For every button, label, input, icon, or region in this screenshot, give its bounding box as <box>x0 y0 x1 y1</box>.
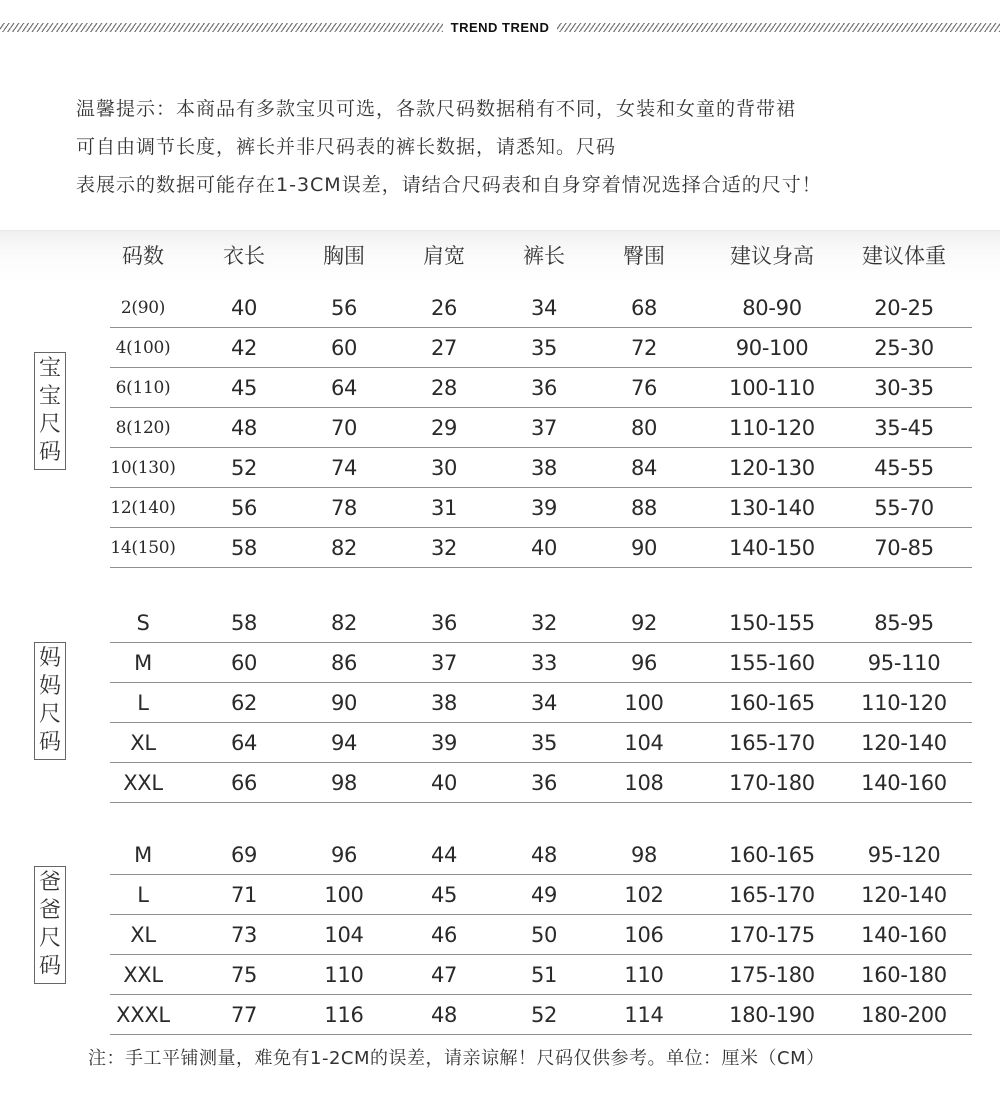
table-cell: 104 <box>324 923 364 947</box>
table-cell: 84 <box>630 456 658 480</box>
size-cell: 12(140) <box>110 498 176 518</box>
table-cell: 96 <box>630 651 658 675</box>
table-cell: 95-120 <box>867 843 941 867</box>
size-cell: 6(110) <box>115 378 171 398</box>
notice-line: 可自由调节长度，裤长并非尺码表的裤长数据，请悉知。尺码 <box>76 136 617 158</box>
table-cell: 73 <box>230 923 258 947</box>
size-group-label-char: 尺 <box>38 412 61 437</box>
table-cell: 35 <box>530 336 558 360</box>
column-header: 裤长 <box>523 244 565 268</box>
table-cell: 39 <box>530 496 558 520</box>
size-group-label-char: 码 <box>38 954 61 979</box>
table-cell: 26 <box>430 296 458 320</box>
table-cell: 155-160 <box>729 651 815 675</box>
table-cell: 27 <box>430 336 458 360</box>
table-row <box>110 763 972 803</box>
table-cell: 165-170 <box>729 883 815 907</box>
table-cell: 82 <box>330 536 358 560</box>
table-cell: 48 <box>230 416 258 440</box>
size-group-label-char: 码 <box>38 730 61 755</box>
size-group-label <box>34 642 66 760</box>
table-row <box>110 328 972 368</box>
size-group-label-char: 宝 <box>38 356 61 381</box>
table-cell: 38 <box>530 456 558 480</box>
table-cell: 88 <box>630 496 658 520</box>
table-cell: 52 <box>230 456 258 480</box>
table-cell: 32 <box>430 536 458 560</box>
column-header: 臀围 <box>623 244 665 268</box>
size-cell: 10(130) <box>110 458 176 478</box>
table-cell: 60 <box>230 651 258 675</box>
size-group-label <box>34 352 66 470</box>
table-cell: 102 <box>624 883 664 907</box>
table-cell: 30 <box>430 456 458 480</box>
table-cell: 110-120 <box>861 691 947 715</box>
table-cell: 64 <box>330 376 358 400</box>
table-row <box>110 875 972 915</box>
table-cell: 116 <box>324 1003 364 1027</box>
table-cell: 175-180 <box>729 963 815 987</box>
table-cell: 30-35 <box>874 376 934 400</box>
table-cell: 150-155 <box>729 611 815 635</box>
table-cell: 114 <box>624 1003 664 1027</box>
table-cell: 106 <box>624 923 664 947</box>
table-cell: 120-130 <box>729 456 815 480</box>
table-cell: 32 <box>530 611 558 635</box>
banner-title: TREND TREND <box>450 19 550 35</box>
table-cell: 58 <box>230 611 258 635</box>
table-cell: 104 <box>624 731 664 755</box>
table-cell: 180-190 <box>729 1003 815 1027</box>
table-cell: 180-200 <box>861 1003 947 1027</box>
banner-hatch-right <box>557 23 1000 32</box>
table-cell: 70 <box>330 416 358 440</box>
column-header: 建议体重 <box>862 244 946 268</box>
table-cell: 71 <box>230 883 258 907</box>
table-row <box>110 915 972 955</box>
table-row <box>110 528 972 568</box>
size-cell: XXL <box>123 771 163 795</box>
table-cell: 40 <box>430 771 458 795</box>
table-cell: 74 <box>330 456 358 480</box>
table-cell: 20-25 <box>874 296 934 320</box>
column-header: 胸围 <box>323 244 365 268</box>
table-cell: 75 <box>230 963 258 987</box>
table-cell: 110-120 <box>729 416 815 440</box>
table-cell: 82 <box>330 611 358 635</box>
size-cell: XXXL <box>116 1003 170 1027</box>
size-group-label-char: 爸 <box>38 898 61 923</box>
table-cell: 96 <box>330 843 358 867</box>
size-cell: XL <box>130 731 156 755</box>
table-cell: 39 <box>430 731 458 755</box>
table-row <box>110 408 972 448</box>
table-cell: 140-160 <box>861 771 947 795</box>
table-cell: 56 <box>230 496 258 520</box>
table-cell: 45 <box>230 376 258 400</box>
size-cell: XXL <box>123 963 163 987</box>
notice-text <box>76 90 976 204</box>
table-row <box>110 603 972 643</box>
table-cell: 48 <box>530 843 558 867</box>
size-group-label-char: 妈 <box>38 646 61 671</box>
table-cell: 25-30 <box>874 336 934 360</box>
table-cell: 70-85 <box>874 536 934 560</box>
table-cell: 85-95 <box>874 611 934 635</box>
table-cell: 64 <box>230 731 258 755</box>
table-row <box>110 643 972 683</box>
table-cell: 100-110 <box>729 376 815 400</box>
size-cell: 4(100) <box>115 338 171 358</box>
table-cell: 60 <box>330 336 358 360</box>
table-cell: 62 <box>230 691 258 715</box>
table-row <box>110 683 972 723</box>
table-cell: 66 <box>230 771 258 795</box>
size-cell: 14(150) <box>110 538 176 558</box>
table-cell: 90 <box>330 691 358 715</box>
table-cell: 36 <box>530 771 558 795</box>
table-cell: 55-70 <box>874 496 934 520</box>
table-cell: 160-165 <box>729 691 815 715</box>
table-cell: 76 <box>630 376 658 400</box>
table-cell: 95-110 <box>867 651 941 675</box>
table-cell: 80-90 <box>742 296 802 320</box>
table-cell: 120-140 <box>861 731 947 755</box>
table-cell: 108 <box>624 771 664 795</box>
size-cell: S <box>136 611 150 635</box>
table-cell: 36 <box>430 611 458 635</box>
table-cell: 36 <box>530 376 558 400</box>
table-cell: 160-165 <box>729 843 815 867</box>
table-cell: 51 <box>530 963 558 987</box>
table-cell: 110 <box>624 963 664 987</box>
table-row <box>110 835 972 875</box>
size-cell: M <box>134 843 152 867</box>
size-cell: L <box>137 883 149 907</box>
table-cell: 170-180 <box>729 771 815 795</box>
size-group-label-char: 尺 <box>38 926 61 951</box>
table-cell: 40 <box>230 296 258 320</box>
table-cell: 80 <box>630 416 658 440</box>
banner-hatch-left <box>0 23 443 32</box>
table-row <box>110 448 972 488</box>
size-group-label-char: 妈 <box>38 674 61 699</box>
size-group-label-char: 宝 <box>38 384 61 409</box>
table-cell: 72 <box>630 336 658 360</box>
table-cell: 92 <box>630 611 658 635</box>
column-header: 肩宽 <box>423 244 465 268</box>
table-row <box>110 723 972 763</box>
size-cell: 2(90) <box>120 298 166 318</box>
size-cell: L <box>137 691 149 715</box>
size-group-label-char: 尺 <box>38 702 61 727</box>
size-cell: M <box>134 651 152 675</box>
table-cell: 29 <box>430 416 458 440</box>
table-cell: 33 <box>530 651 558 675</box>
size-group-label <box>34 866 66 984</box>
table-cell: 90 <box>630 536 658 560</box>
table-cell: 34 <box>530 691 558 715</box>
table-cell: 120-140 <box>861 883 947 907</box>
notice-line: 温馨提示：本商品有多款宝贝可选，各款尺码数据稍有不同，女装和女童的背带裙 <box>76 98 797 120</box>
table-cell: 42 <box>230 336 258 360</box>
table-cell: 35-45 <box>874 416 934 440</box>
column-header: 衣长 <box>223 244 265 268</box>
notice-line: 表展示的数据可能存在1-3CM误差，请结合尺码表和自身穿着情况选择合适的尺寸！ <box>76 174 822 196</box>
table-cell: 40 <box>530 536 558 560</box>
table-cell: 94 <box>330 731 358 755</box>
table-cell: 49 <box>530 883 558 907</box>
table-cell: 35 <box>530 731 558 755</box>
table-row <box>110 955 972 995</box>
table-cell: 44 <box>430 843 458 867</box>
table-cell: 68 <box>630 296 658 320</box>
table-cell: 78 <box>330 496 358 520</box>
size-group-label-char: 爸 <box>38 870 61 895</box>
table-cell: 58 <box>230 536 258 560</box>
table-cell: 100 <box>624 691 664 715</box>
table-cell: 100 <box>324 883 364 907</box>
table-cell: 98 <box>330 771 358 795</box>
table-cell: 140-160 <box>861 923 947 947</box>
table-row <box>110 368 972 408</box>
table-cell: 170-175 <box>729 923 815 947</box>
table-cell: 45 <box>430 883 458 907</box>
table-cell: 46 <box>430 923 458 947</box>
table-cell: 52 <box>530 1003 558 1027</box>
table-row <box>110 288 972 328</box>
table-cell: 37 <box>530 416 558 440</box>
table-cell: 34 <box>530 296 558 320</box>
table-cell: 38 <box>430 691 458 715</box>
table-row <box>110 488 972 528</box>
table-cell: 50 <box>530 923 558 947</box>
header-banner <box>0 14 1000 40</box>
table-cell: 86 <box>330 651 358 675</box>
table-cell: 37 <box>430 651 458 675</box>
table-cell: 165-170 <box>729 731 815 755</box>
table-cell: 69 <box>230 843 258 867</box>
footnote: 注：手工平铺测量，难免有1-2CM的误差，请亲谅解！尺码仅供参考。单位：厘米（CM） <box>88 1048 825 1069</box>
size-cell: 8(120) <box>115 418 171 438</box>
table-cell: 56 <box>330 296 358 320</box>
table-cell: 110 <box>324 963 364 987</box>
size-cell: XL <box>130 923 156 947</box>
table-cell: 160-180 <box>861 963 947 987</box>
table-cell: 77 <box>230 1003 258 1027</box>
size-group-label-char: 码 <box>38 440 61 465</box>
table-cell: 140-150 <box>729 536 815 560</box>
column-header: 建议身高 <box>730 244 814 268</box>
table-cell: 90-100 <box>735 336 809 360</box>
table-cell: 47 <box>430 963 458 987</box>
table-cell: 98 <box>630 843 658 867</box>
table-cell: 28 <box>430 376 458 400</box>
table-cell: 130-140 <box>729 496 815 520</box>
table-row <box>110 995 972 1035</box>
table-cell: 48 <box>430 1003 458 1027</box>
table-cell: 31 <box>430 496 458 520</box>
column-header: 码数 <box>122 244 164 268</box>
table-cell: 45-55 <box>874 456 934 480</box>
